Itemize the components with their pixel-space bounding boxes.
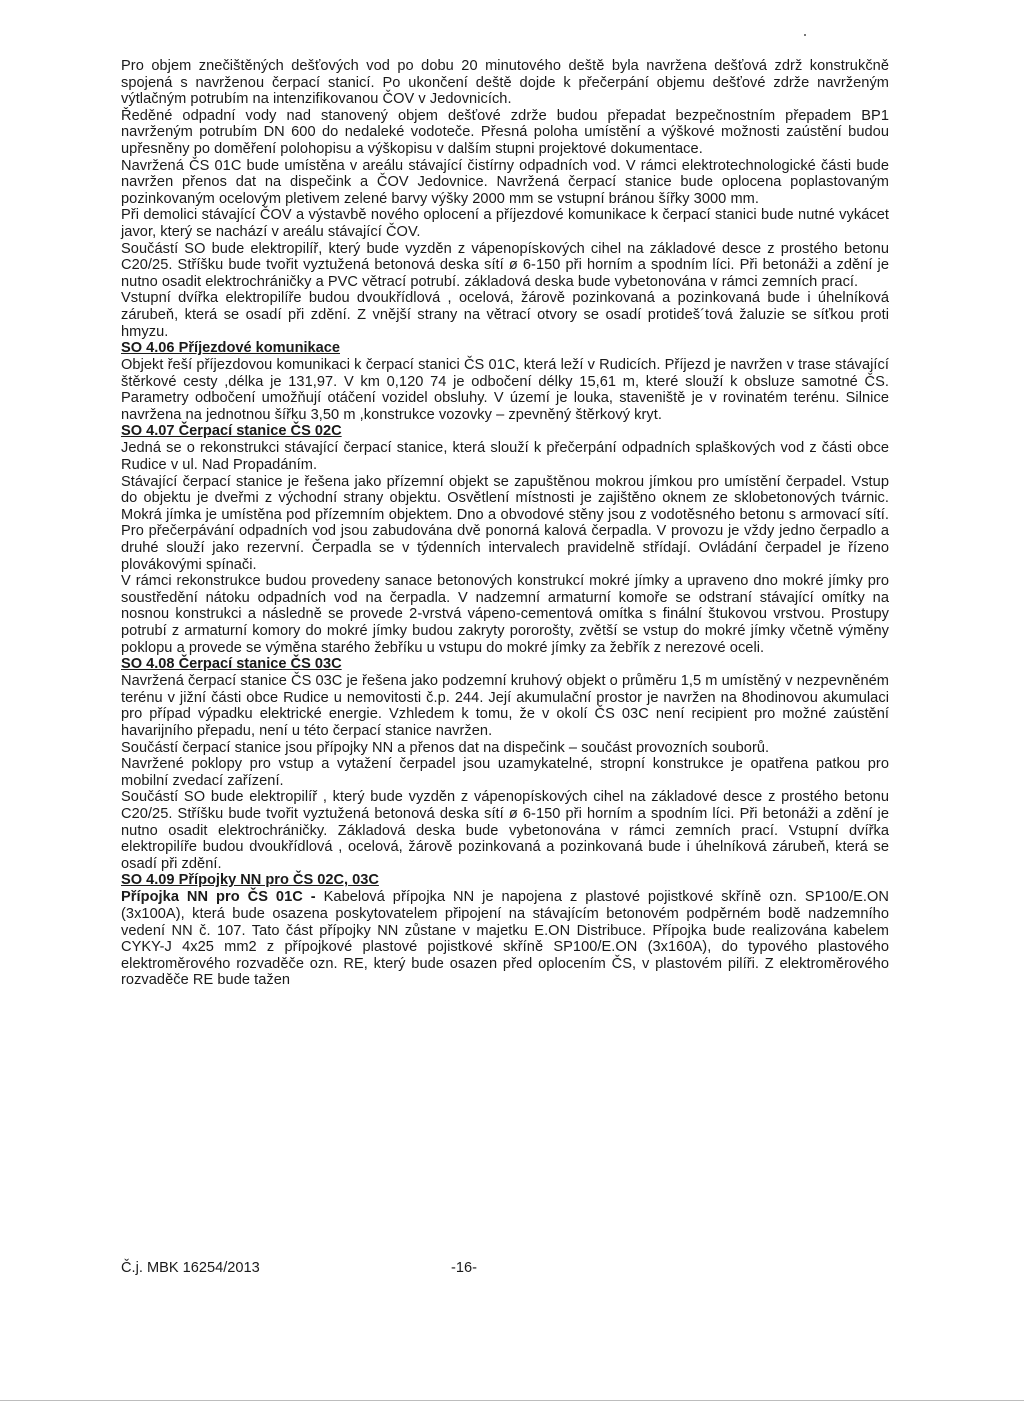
- section-heading-4-09: SO 4.09 Přípojky NN pro ČS 02C, 03C: [121, 872, 379, 889]
- paragraph: Součástí čerpací stanice jsou přípojky NN a přenos dat na dispečink – součást provozních souborů.: [121, 739, 770, 756]
- paragraph: Pro objem znečištěných dešťových vod po dobu 20 minutového deště byla navržena dešťová zdrž konstrukčně spojená s navrženou čerpací stanicí. Po ukončení deště dojde k přečerpání objemu dešťové zdrže navrženým výtlačným potrubím na intenzifikovanou ČOV v Jedovnicích.: [121, 58, 889, 108]
- page-number: -16-: [451, 1260, 477, 1276]
- section-heading-4-07: SO 4.07 Čerpací stanice ČS 02C: [121, 423, 342, 440]
- paragraph: Navržená čerpací stanice ČS 03C je řešena jako podzemní kruhový objekt o průměru 1,5 m umístěný v nezpevněném terénu v jižní části obce Rudice u nemovitosti č.p. 244. Její akumulační prostor je navržen na 8hodinovou akumulaci pro případ výpadku elektrické energie. Vzhledem k tomu, že v okolí ČS 03C není recipient pro možné zaústění havarijního přepadu, není u této čerpací stanice navržen.: [121, 673, 889, 739]
- paragraph: Navržené poklopy pro vstup a vytažení čerpadel jsou uzamykatelné, stropní konstrukce je opatřena patkou pro mobilní zvedací zařízení.: [121, 756, 889, 789]
- scan-edge-line: [0, 1400, 1024, 1401]
- paragraph-text: Kabelová přípojka NN je napojena z plastové pojistkové skříně ozn. SP100/E.ON (3x100A), která bude osazena poskytovatelem připojení na stávajícím betonovém podpěrném bodě nadzemního vedení NN č. 107. Tato část přípojky NN zůstane v majetku E.ON Distribuce. Přípojka bude realizována kabelem CYKY-J 4x25 mm2 z přípojkové plastové pojistkové skříně SP100/E.ON (3x160A), do typového plastového elektroměrového rozvaděče ozn. RE, který bude osazen před oplocením ČS, v plastovém pilíři. Z elektroměrového rozvaděče RE bude tažen: [121, 889, 889, 989]
- paragraph: Při demolici stávající ČOV a výstavbě nového oplocení a příjezdové komunikace k čerpací stanici bude nutné vykácet javor, který se nachází v areálu stávající ČOV.: [121, 207, 889, 240]
- document-body: [121, 58, 889, 989]
- document-reference: Č.j. MBK 16254/2013: [121, 1260, 260, 1276]
- paragraph: V rámci rekonstrukce budou provedeny sanace betonových konstrukcí mokré jímky a upraveno dno mokré jímky pro soustředění nátoku odpadních vod na čerpadla. V nadzemní armaturní komoře se odstraní stávající omítky na nosnou konstrukci a následně se provede 2-vrstvá vápeno-cementová omítka s finální štukovou vrstvou. Prostupy potrubí z armaturní komory do mokré jímky budou zakryty pororošty, zvětší se vstup do mokré jímky včetně výměny poklopu a provede se výměna starého žebříku u vstupu do mokré jímky za žebřík z nerezové oceli.: [121, 573, 889, 656]
- section-heading-4-06: SO 4.06 Příjezdové komunikace: [121, 340, 341, 357]
- scan-speck: [804, 34, 806, 36]
- paragraph-lead: Přípojka NN pro ČS 01C -: [121, 889, 316, 906]
- page-footer: [121, 1260, 477, 1276]
- paragraph: Ředěné odpadní vody nad stanovený objem dešťové zdrže budou přepadat bezpečnostním přepadem BP1 navrženým potrubím DN 600 do nedaleké vodoteče. Přesná poloha umístění a výškové možnosti zaústění budou upřesněny po doměření polohopisu a výškopisu v dalším stupni projektové dokumentace.: [121, 107, 889, 157]
- paragraph: Stávající čerpací stanice je řešena jako přízemní objekt se zapuštěnou mokrou jímkou pro umístění čerpadel. Vstup do objektu je dveřmi z východní strany objektu. Osvětlení místnosti je zajištěno oknem ze sklobetonových tvárnic. Mokrá jímka je umístěna pod přízemním objektem. Dno a obvodové stěny jsou z vodotěsného betonu s armovací sítí. Pro přečerpávání odpadních vod jsou zabudována dvě ponorná kalová čerpadla. V provozu je vždy jedno čerpadlo a druhé slouží jako rezervní. Čerpadla se v týdenních intervalech pravidelně střídají. Ovládání čerpadel je řízeno plovákovými spínači.: [121, 473, 889, 573]
- paragraph: Vstupní dvířka elektropilíře budou dvoukřídlová , ocelová, žárově pozinkovaná a pozinkovaná bude i úhelníková zárubeň, která se osadí při zdění. Z vnější strany na větrací otvory se osadí protideš´tová žaluzie se síťkou proti hmyzu.: [121, 290, 889, 340]
- paragraph: Součástí SO bude elektropilíř , který bude vyzděn z vápenopískových cihel na základové desce z prostého betonu C20/25. Stříšku bude tvořit vyztužená betonová deska sítí ø 6-150 při horním a spodním líci. Při betonáži a zdění je nutno osadit elektrochráničky. Základová deska bude vybetonována v rámci zemních prací. Vstupní dvířka elektropilíře budou dvoukřídlová , ocelová, žárově pozinkovaná a pozinkovaná bude i úhelníková zárubeň, která se osadí při zdění.: [121, 789, 889, 872]
- paragraph: Jedná se o rekonstrukci stávající čerpací stanice, která slouží k přečerpání odpadních splaškových vod z části obce Rudice v ul. Nad Propadáním.: [121, 440, 889, 474]
- paragraph: Součástí SO bude elektropilíř, který bude vyzděn z vápenopískových cihel na základové desce z prostého betonu C20/25. Stříšku bude tvořit vyztužená betonová deska sítí ø 6-150 při horním a spodním líci. Při betonáži a zdění je nutno osadit elektrochráničky a PVC větrací potrubí. základová deska bude vybetonována v rámci zemních prací.: [121, 240, 889, 290]
- paragraph: Navržená ČS 01C bude umístěna v areálu stávající čistírny odpadních vod. V rámci elektrotechnologické části bude navržen přenos dat na dispečink a ČOV Jedovnice. Navržená čerpací stanice bude oplocena poplastovaným pozinkovaným ocelovým pletivem zelené barvy výšky 2000 mm se vstupní bránou šířky 3000 mm.: [121, 157, 889, 207]
- section-heading-4-08: SO 4.08 Čerpací stanice ČS 03C: [121, 656, 342, 673]
- paragraph: Objekt řeší příjezdovou komunikaci k čerpací stanici ČS 01C, která leží v Rudicích. Příjezd je navržen v trase stávající štěrkové cesty ,délka je 131,97. V km 0,120 74 je odbočení délky 15,61 m, které slouží k obsluze samotné ČS. Parametry odbočení umožňují otáčení vozidel obsluhy. V území je louka, staveniště je v rovinatém terénu. Silnice navržena na jednotnou šířku 3,50 m ,konstrukce vozovky – zpevněný štěrkový kryt.: [121, 357, 889, 423]
- paragraph: [121, 889, 889, 989]
